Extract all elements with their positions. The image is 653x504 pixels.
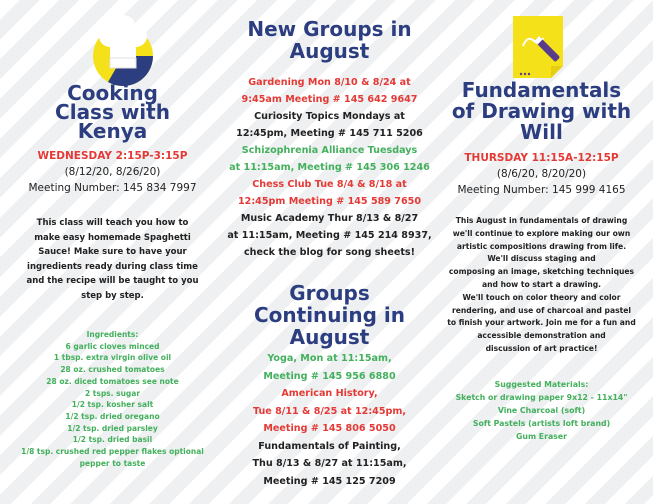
title-line: of Drawing with	[451, 99, 632, 123]
ingredient-item: 2 tsps. sugar	[84, 388, 141, 398]
description-line: discussion of art practice!	[485, 343, 598, 353]
group-line: Meeting # 145 125 7209	[263, 475, 396, 487]
ingredient-item: 1/8 tsp. crushed red pepper flakes optional	[21, 447, 204, 457]
title-line: Continuing in	[253, 303, 405, 327]
description-line: ingredients ready during class time	[27, 261, 198, 272]
new-groups-list	[222, 74, 437, 261]
group-american-history	[222, 385, 437, 438]
title-line: Cooking	[67, 81, 158, 105]
group-line: at 11:15am, Meeting # 145 306 1246	[229, 162, 430, 173]
drawing-class-title	[430, 80, 653, 143]
group-line: Chess Club Tue 8/4 & 8/18 at	[252, 179, 407, 190]
description-line: artistic compositions drawing from life.	[456, 241, 627, 251]
group-curiosity-topics	[222, 108, 437, 142]
group-line: 12:45pm, Meeting # 145 711 5206	[236, 128, 423, 139]
title-line: Kenya	[77, 119, 148, 143]
group-line: American History,	[281, 388, 378, 399]
group-line: 9:45am Meeting # 145 642 9647	[241, 94, 418, 105]
description-line: We'll discuss staging and	[487, 254, 596, 264]
ingredient-item: 1/2 tsp. dried oregano	[65, 411, 160, 421]
description-line: This class will teach you how to	[36, 218, 189, 228]
group-line: check the blog for song sheets!	[243, 247, 416, 258]
group-line: Tue 8/11 & 8/25 at 12:45pm,	[252, 405, 407, 417]
description-line: and the recipe will be taught to you	[26, 276, 199, 286]
group-gardening	[222, 74, 437, 108]
description-line: accessible demonstration and	[477, 331, 606, 341]
group-chess-club	[222, 176, 437, 210]
group-line: at 11:15am, Meeting # 145 214 8937,	[227, 230, 432, 241]
group-line: Schizophrenia Alliance Tuesdays	[241, 145, 418, 156]
title-line: August	[289, 325, 370, 349]
cooking-schedule: WEDNESDAY 2:15P-3:15P	[37, 150, 188, 162]
group-line: Meeting # 145 806 5050	[263, 423, 396, 434]
group-line: Music Academy Thur 8/13 & 8/27	[240, 213, 419, 224]
ingredient-item: 28 oz. crushed tomatoes	[60, 365, 165, 375]
group-line: 12:45pm Meeting # 145 589 7650	[237, 196, 422, 207]
ingredient-item: 1/2 tsp. kosher salt	[71, 400, 154, 410]
cooking-dates: (8/12/20, 8/26/20)	[64, 166, 161, 178]
description-line: composing an image, sketching techniques	[448, 267, 635, 277]
ingredient-item: 28 oz. diced tomatoes see note	[46, 376, 179, 386]
group-line: Fundamentals of Painting,	[258, 440, 401, 452]
description-line: to finish your artwork. Join me for a fun and	[447, 318, 636, 328]
description-line: we'll continue to explore making our own	[452, 228, 631, 238]
title-line: August	[289, 39, 370, 63]
group-line: Thu 8/13 & 8/27 at 11:15am,	[252, 458, 407, 469]
cooking-description	[0, 216, 225, 303]
description-line: We'll touch on color theory and color	[462, 292, 621, 302]
description-line: step by step.	[81, 290, 144, 301]
ingredient-item: 1/2 tsp. dried parsley	[67, 423, 158, 433]
group-fundamentals-painting	[222, 438, 437, 491]
drawing-pen-icon	[513, 16, 563, 78]
chef-hat-icon	[88, 6, 158, 86]
description-line: Sauce! Make sure to have your	[38, 247, 187, 257]
ingredient-item: pepper to taste	[79, 458, 146, 468]
title-line: New Groups in	[247, 17, 412, 41]
continuing-groups-title	[222, 282, 437, 348]
cooking-class-title	[0, 81, 225, 143]
material-item: Soft Pastels (artists loft brand)	[472, 419, 611, 428]
material-item: Gum Eraser	[516, 432, 567, 441]
continuing-groups-list	[222, 350, 437, 490]
title-line: Groups	[289, 281, 370, 305]
material-item: Vine Charcoal (soft)	[497, 406, 586, 415]
drawing-meeting-number: Meeting Number: 145 999 4165	[457, 184, 626, 196]
material-item: Sketch or drawing paper 9x12 - 11x14"	[455, 393, 628, 402]
drawing-dates: (8/6/20, 8/20/20)	[496, 168, 587, 180]
description-line: rendering, and use of charcoal and pastel	[451, 305, 632, 315]
title-line: Will	[520, 120, 563, 144]
group-schizophrenia-alliance	[222, 142, 437, 176]
group-music-academy	[222, 210, 437, 261]
ingredient-item: 1/2 tsp. dried basil	[72, 435, 153, 445]
group-line: Yoga, Mon at 11:15am,	[267, 353, 392, 364]
drawing-description	[430, 215, 653, 356]
description-line: and how to start a drawing.	[481, 279, 602, 289]
ingredients-list	[0, 329, 225, 469]
ingredients-heading: Ingredients:	[86, 330, 139, 339]
group-line: Curiosity Topics Mondays at	[254, 111, 405, 122]
suggested-materials	[430, 378, 653, 443]
cooking-meeting-number: Meeting Number: 145 834 7997	[28, 182, 197, 194]
drawing-schedule: THURSDAY 11:15A-12:15P	[464, 152, 619, 164]
group-yoga	[222, 350, 437, 385]
group-line: Meeting # 145 956 6880	[263, 370, 396, 382]
new-groups-title	[222, 18, 437, 62]
ingredient-item: 6 garlic cloves minced	[65, 341, 160, 351]
description-line: make easy homemade Spaghetti	[34, 232, 191, 243]
title-line: Fundamentals	[461, 78, 622, 102]
ingredient-item: 1 tbsp. extra virgin olive oil	[53, 353, 172, 363]
title-line: Class with	[55, 100, 170, 124]
description-line: This August in fundamentals of drawing	[455, 216, 628, 225]
materials-heading: Suggested Materials:	[494, 380, 589, 389]
group-line: Gardening Mon 8/10 & 8/24 at	[248, 77, 411, 88]
